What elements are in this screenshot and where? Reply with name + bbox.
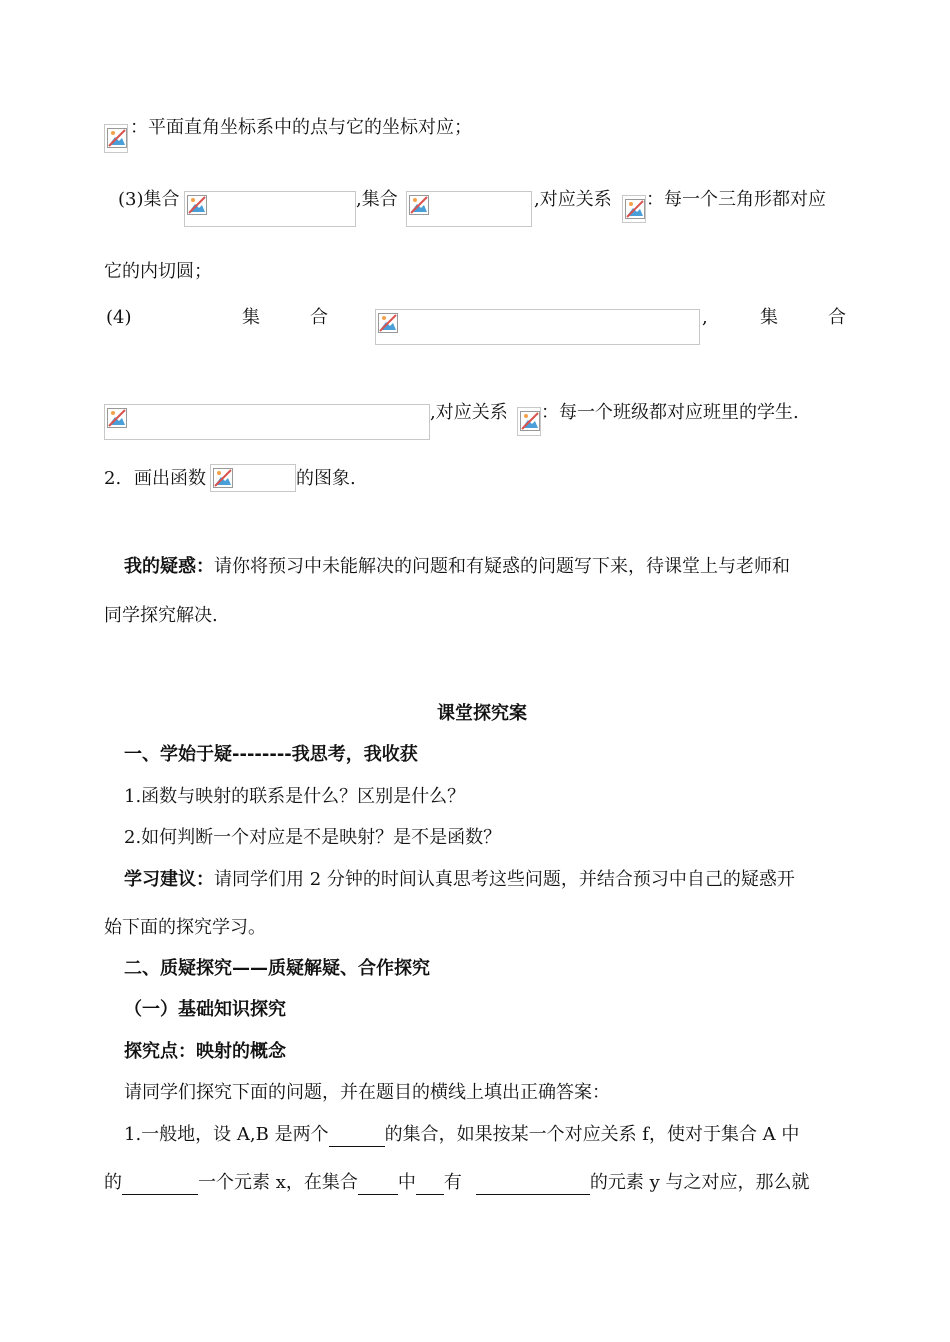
formula-image-placeholder — [406, 191, 532, 227]
blank-field[interactable] — [476, 1176, 590, 1195]
section-title: 课堂探究案 — [437, 703, 527, 724]
advice-paragraph — [124, 868, 795, 892]
broken-image-icon — [107, 408, 127, 428]
doubts-text: 请你将预习中未能解决的问题和有疑惑的问题写下来，待课堂上与老师和 — [214, 556, 790, 577]
section1-title: 一、学始于疑--------我思考，我收获 — [124, 744, 418, 765]
formula-image-placeholder — [184, 191, 356, 227]
text-segment: ,集合 — [356, 189, 398, 210]
definition-text: 的 — [104, 1172, 122, 1193]
subsection-title: （一）基础知识探究 — [124, 999, 286, 1020]
text-segment: 合 — [310, 307, 328, 328]
text-segment: ,对应关系 — [534, 189, 612, 210]
doubts-label: 我的疑惑： — [124, 556, 214, 577]
broken-image-icon — [409, 195, 429, 215]
blank-field[interactable] — [358, 1176, 398, 1195]
formula-image-placeholder — [104, 404, 430, 440]
question-2: 2.如何判断一个对应是不是映射？是不是函数？ — [124, 827, 502, 848]
text-segment: ,对应关系 — [430, 402, 508, 423]
text-segment: 合 — [828, 307, 846, 328]
text-line: ：平面直角坐标系中的点与它的坐标对应； — [130, 117, 472, 138]
question-1: 1.函数与映射的联系是什么？区别是什么？ — [124, 786, 466, 807]
text-segment: 集 — [242, 307, 260, 328]
text-segment: 2. — [104, 468, 122, 489]
broken-image-icon — [107, 128, 127, 148]
broken-image-icon — [520, 411, 540, 431]
definition-text: 一个元素 x，在集合 — [198, 1172, 358, 1193]
blank-field[interactable] — [329, 1128, 385, 1147]
broken-image-icon — [625, 199, 645, 219]
broken-image-icon — [378, 313, 398, 333]
broken-image-placeholder — [517, 407, 541, 436]
definition-line-1 — [124, 1123, 799, 1147]
text-line: 它的内切圆； — [104, 261, 212, 282]
text-segment: ：每一个三角形都对应 — [646, 189, 826, 210]
section2-title: 二、质疑探究——质疑解疑、合作探究 — [124, 958, 430, 979]
definition-text: 有 — [443, 1172, 462, 1193]
broken-image-placeholder — [622, 195, 646, 223]
text-segment: 集 — [760, 307, 778, 328]
broken-image-placeholder — [104, 124, 128, 153]
text-segment: ：每一个班级都对应班里的学生. — [541, 402, 799, 423]
blank-field[interactable] — [416, 1176, 444, 1195]
explore-point: 探究点：映射的概念 — [124, 1041, 286, 1062]
text-segment: 的图象. — [296, 468, 356, 489]
advice-text: 请同学们用 2 分钟的时间认真思考这些问题，并结合预习中自己的疑惑开 — [214, 869, 795, 890]
advice-text-cont: 始下面的探究学习。 — [104, 917, 266, 938]
definition-text: 中 — [397, 1172, 416, 1193]
blank-field[interactable] — [122, 1176, 198, 1195]
advice-label: 学习建议： — [124, 869, 214, 890]
formula-image-placeholder — [375, 309, 700, 345]
doubts-text-cont: 同学探究解决. — [104, 605, 218, 626]
formula-image-placeholder — [210, 464, 296, 492]
definition-line-2 — [104, 1171, 810, 1195]
text-segment: (3)集合 — [118, 189, 180, 210]
broken-image-icon — [213, 468, 233, 488]
broken-image-icon — [187, 195, 207, 215]
text-segment: (4) — [106, 307, 132, 328]
definition-text: 的集合，如果按某一个对应关系 f，使对于集合 A 中 — [384, 1124, 800, 1145]
text-segment: 画出函数 — [134, 468, 206, 489]
definition-text: 的元素 y 与之对应，那么就 — [589, 1172, 810, 1193]
instruction: 请同学们探究下面的问题，并在题目的横线上填出正确答案： — [124, 1082, 610, 1103]
text-segment: , — [702, 307, 708, 328]
doubts-paragraph — [124, 555, 790, 579]
definition-text: 1.一般地，设 A,B 是两个 — [124, 1124, 329, 1145]
